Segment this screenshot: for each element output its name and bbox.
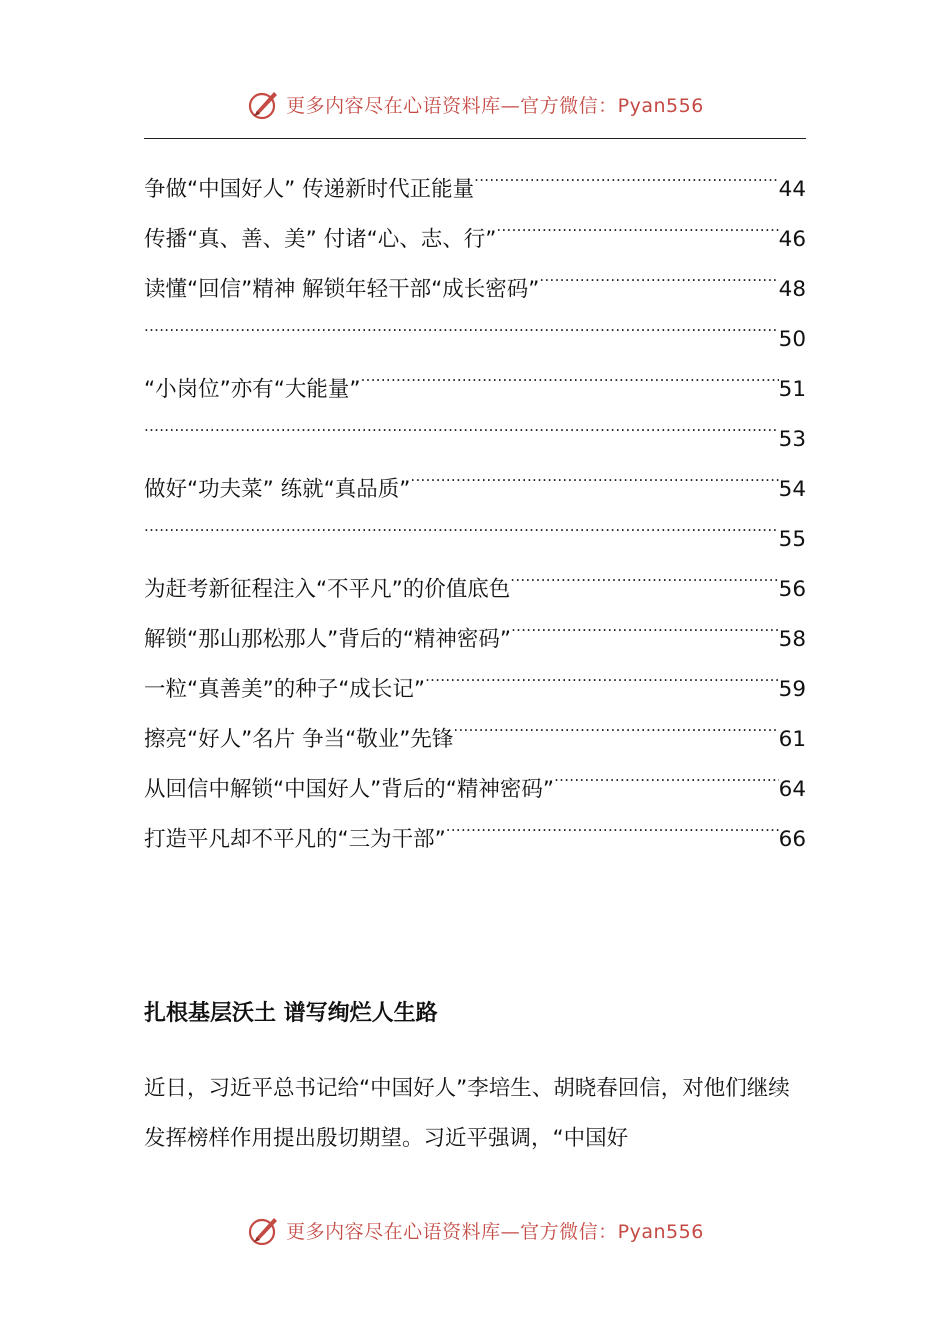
section-heading: 扎根基层沃土 谱写绚烂人生路 — [144, 1001, 438, 1026]
toc-dot-leader — [410, 446, 778, 496]
toc-entry-title: 解锁“那山那松那人”背后的“精神密码” — [144, 627, 512, 652]
toc-entry[interactable] — [144, 496, 806, 552]
toc-entry[interactable] — [144, 396, 806, 452]
quill-pen-logo-icon — [246, 86, 282, 122]
quill-pen-logo-icon — [246, 1212, 282, 1248]
banner-text — [286, 91, 704, 118]
toc-entry-title: 为赶考新征程注入“不平凡”的价值底色 — [144, 577, 511, 602]
section-paragraph: 近日，习近平总书记给“中国好人”李培生、胡晓春回信，对他们继续发挥榜样作用提出殷切期望。习近平强调，“中国好 — [144, 1076, 790, 1151]
toc-page-number: 53 — [778, 427, 806, 452]
toc-entry-title: 读懂“回信”精神 解锁年轻干部“成长密码” — [144, 277, 540, 302]
toc-entry[interactable] — [144, 446, 806, 502]
toc-entry-title: “小岗位”亦有“大能量” — [144, 377, 361, 402]
toc-entry-title: 打造平凡却不平凡的“三为干部” — [144, 827, 446, 852]
toc-dot-leader — [474, 146, 779, 196]
toc-page-number: 51 — [778, 377, 806, 402]
toc-page-number: 48 — [778, 277, 806, 302]
banner-text — [286, 1217, 704, 1244]
toc-dot-leader — [510, 546, 778, 596]
toc-entry-title: 争做“中国好人” 传递新时代正能量 — [144, 177, 475, 202]
toc-dot-leader — [144, 396, 779, 446]
header-divider — [144, 138, 806, 139]
toc-page-number: 66 — [778, 827, 806, 852]
toc-entry[interactable] — [144, 546, 806, 602]
toc-dot-leader — [446, 796, 779, 846]
banner-label: 更多内容尽在心语资料库—官方微信： — [286, 1220, 618, 1243]
toc-entry[interactable] — [144, 146, 806, 202]
wechat-id: Pyan556 — [617, 1220, 704, 1243]
toc-entry-title: 传播“真、善、美” 付诸“心、志、行” — [144, 227, 497, 252]
toc-dot-leader — [496, 196, 778, 246]
toc-page-number: 50 — [778, 327, 806, 352]
banner-label: 更多内容尽在心语资料库—官方微信： — [286, 94, 618, 117]
toc-page-number: 46 — [778, 227, 806, 252]
toc-page-number: 44 — [778, 177, 806, 202]
table-of-contents — [144, 146, 806, 852]
toc-page-number: 55 — [778, 527, 806, 552]
header-banner — [0, 84, 950, 124]
toc-entry[interactable] — [144, 296, 806, 352]
toc-page-number: 56 — [778, 577, 806, 602]
toc-entry-title: 一粒“真善美”的种子“成长记” — [144, 677, 426, 702]
toc-dot-leader — [554, 746, 779, 796]
toc-page-number: 54 — [778, 477, 806, 502]
footer-banner — [0, 1210, 950, 1250]
toc-entry-title: 擦亮“好人”名片 争当“敬业”先锋 — [144, 727, 454, 752]
toc-entry-title: 做好“功夫菜” 练就“真品质” — [144, 477, 411, 502]
toc-dot-leader — [361, 346, 779, 396]
toc-dot-leader — [144, 496, 779, 546]
toc-dot-leader — [425, 646, 779, 696]
toc-dot-leader — [144, 296, 779, 346]
toc-dot-leader — [511, 596, 779, 646]
toc-page-number: 59 — [778, 677, 806, 702]
toc-dot-leader — [539, 246, 778, 296]
wechat-id: Pyan556 — [617, 94, 704, 117]
toc-dot-leader — [453, 696, 778, 746]
toc-entry[interactable] — [144, 346, 806, 402]
toc-page-number: 58 — [778, 627, 806, 652]
toc-entry-title: 从回信中解锁“中国好人”背后的“精神密码” — [144, 777, 555, 802]
toc-page-number: 64 — [778, 777, 806, 802]
toc-page-number: 61 — [778, 727, 806, 752]
